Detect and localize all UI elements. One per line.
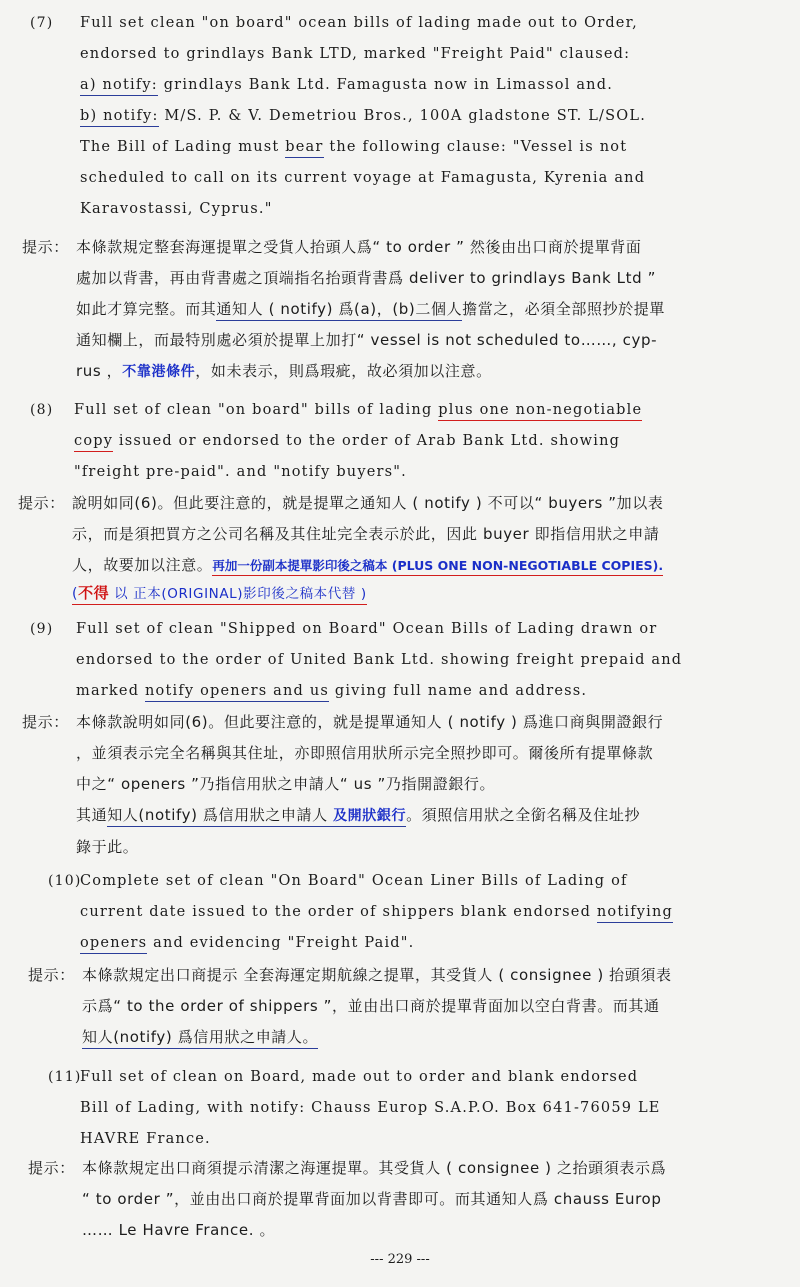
clause-number: (11)	[48, 1069, 82, 1085]
note-text: 擔當之，必須全部照抄於提單	[462, 300, 665, 318]
clause-8	[30, 395, 760, 488]
note-line: 本條款規定出口商提示 全套海運定期航線之提單，其受貨人 ( consignee ) 抬頭須表	[82, 966, 672, 984]
note-line	[72, 581, 780, 606]
clause-number: (9)	[30, 621, 54, 637]
note-text: 以 正本(ORIGINAL)影印後之稿本代替 )	[109, 586, 367, 602]
note-text: 知人(notify) 爲信用狀之申請人	[107, 806, 334, 824]
clause-number: (10)	[48, 873, 82, 889]
clause-line	[80, 70, 760, 101]
underlined-text: copy	[74, 433, 113, 452]
note-11	[28, 1153, 790, 1246]
clause-line: HAVRE France.	[80, 1131, 211, 1147]
note-text: 。須照信用狀之全銜名稱及住址抄	[406, 806, 641, 824]
note-10	[28, 960, 790, 1053]
note-line: 本條款規定整套海運提單之受貨人抬頭人爲“ to order ” 然後由出口商於提單背面	[76, 238, 642, 256]
clause-text: the following clause: "Vessel is not	[323, 139, 628, 155]
note-text: rus ，	[76, 362, 123, 380]
note-text: 如此才算完整。而其	[76, 300, 217, 318]
note-line	[76, 800, 784, 832]
clause-line: Full set of clean on Board, made out to order and blank endorsed	[80, 1069, 639, 1085]
note-line: ，並須表示完全名稱與其住址，亦即照信用狀所示完全照抄即可。爾後所有提單條款	[76, 744, 654, 762]
clause-line: Complete set of clean "On Board" Ocean Liner Bills of Lading of	[80, 873, 628, 889]
note-line	[72, 550, 780, 581]
underlined-text	[107, 806, 406, 827]
note-text: 人，故要加以注意。	[72, 556, 213, 574]
underlined-text: plus one non-negotiable	[438, 402, 642, 421]
note-line: 錄于此。	[76, 838, 139, 856]
note-label: 提示：	[22, 713, 69, 731]
highlight-text: 不得	[78, 584, 110, 602]
note-line: “ to order ”，並由出口商於提單背面加以背書即可。而其通知人爲 chauss Europ	[82, 1190, 662, 1208]
note-text: 其通	[76, 806, 108, 824]
note-line: 示爲“ to the order of shippers ”，並由出口商於提單背面加以空白背書。而其通	[82, 997, 660, 1015]
clause-text: Full set of clean "on board" bills of lading	[74, 402, 439, 418]
clause-line: Full set clean "on board" ocean bills of lading made out to Order,	[80, 15, 638, 31]
note-line	[76, 356, 784, 388]
clause-line: Karavostassi, Cyprus."	[80, 201, 273, 217]
underlined-text: b) notify:	[80, 108, 159, 127]
note-line: 本條款規定出口商須提示清潔之海運提單。其受貨人 ( consignee ) 之抬頭須表示爲	[82, 1159, 667, 1177]
clause-line	[74, 426, 760, 457]
note-line: 示，而是須把買方之公司名稱及其住址完全表示於此，因此 buyer 即指信用狀之申請	[72, 525, 660, 543]
clause-text: issued or endorsed to the order of Arab Bank Ltd. showing	[113, 433, 621, 449]
underlined-text: 通知人 ( notify) 爲(a)，(b)二個人	[216, 300, 462, 321]
clause-line	[80, 897, 760, 928]
note-9	[22, 707, 784, 863]
underlined-text: 知人(notify) 爲信用狀之申請人。	[82, 1028, 318, 1049]
clause-text: current date issued to the order of shippers blank endorsed	[80, 904, 597, 920]
note-label: 提示：	[28, 966, 75, 984]
clause-line	[76, 676, 760, 707]
underlined-text	[72, 584, 367, 605]
clause-text: The Bill of Lading must	[80, 139, 286, 155]
clause-line: Bill of Lading, with notify: Chauss Europ S.A.P.O. Box 641-76059 LE	[80, 1100, 661, 1116]
clause-9	[30, 614, 760, 707]
clause-line	[80, 928, 760, 959]
note-line: …… Le Havre France. 。	[82, 1221, 276, 1239]
clause-line: scheduled to call on its current voyage at Famagusta, Kyrenia and	[80, 170, 646, 186]
clause-10	[30, 866, 760, 959]
underlined-text: a) notify:	[80, 77, 158, 96]
highlight-text: 不靠港條件	[122, 364, 196, 380]
note-label: 提示：	[28, 1159, 75, 1177]
note-label: 提示：	[22, 238, 69, 256]
clause-text: grindlays Bank Ltd. Famagusta now in Limassol and.	[157, 77, 614, 93]
note-8	[18, 488, 780, 606]
page-number: --- 229 ---	[370, 1252, 430, 1267]
note-line: 通知欄上，而最特別處必須於提單上加打“ vessel is not scheduled to……, cyp-	[76, 331, 658, 349]
underlined-text: notify openers and us	[145, 683, 329, 702]
clause-line	[74, 395, 760, 426]
clause-text: marked	[76, 683, 145, 699]
note-line: 中之“ openers ”乃指信用狀之申請人“ us ”乃指開證銀行。	[76, 775, 496, 793]
highlight-text: 及開狀銀行	[333, 808, 407, 824]
clause-line: endorsed to grindlays Bank LTD, marked "Freight Paid" claused:	[80, 46, 631, 62]
note-text: (	[72, 586, 79, 602]
clause-line	[80, 101, 760, 132]
note-line: 處加以背書，再由背書處之頂端指名抬頭背書爲 deliver to grindlays Bank Ltd ”	[76, 269, 656, 287]
clause-line: endorsed to the order of United Bank Ltd. showing freight prepaid and	[76, 652, 683, 668]
note-line	[82, 1022, 790, 1053]
note-7	[22, 232, 784, 388]
underlined-text: openers	[80, 935, 147, 954]
clause-text: and evidencing "Freight Paid".	[147, 935, 415, 951]
clause-line: Full set of clean "Shipped on Board" Ocean Bills of Lading drawn or	[76, 621, 658, 637]
clause-7	[30, 8, 760, 225]
clause-line	[80, 132, 760, 163]
clause-text: M/S. P. & V. Demetriou Bros., 100A gladstone ST. L/SOL.	[158, 108, 647, 124]
note-label: 提示：	[18, 494, 65, 512]
note-line: 說明如同(6)。但此要注意的，就是提單之通知人 ( notify ) 不可以“ buyers ”加以表	[72, 494, 664, 512]
clause-text: giving full name and address.	[329, 683, 588, 699]
underlined-text: notifying	[597, 904, 673, 923]
note-text: ，如未表示，則爲瑕疵，故必須加以注意。	[195, 362, 492, 380]
note-line: 本條款說明如同(6)。但此要注意的，就是提單通知人 ( notify ) 爲進口商與開證銀行	[76, 713, 664, 731]
clause-number: (7)	[30, 15, 54, 31]
underlined-text: bear	[285, 139, 323, 158]
clause-line: "freight pre-paid". and "notify buyers".	[74, 464, 407, 480]
highlight-text: 再加一份副本提單影印後之稿本 (PLUS ONE NON-NEGOTIABLE COPIES).	[212, 558, 663, 576]
note-line	[76, 294, 784, 325]
clause-11	[30, 1062, 760, 1155]
clause-number: (8)	[30, 402, 54, 418]
